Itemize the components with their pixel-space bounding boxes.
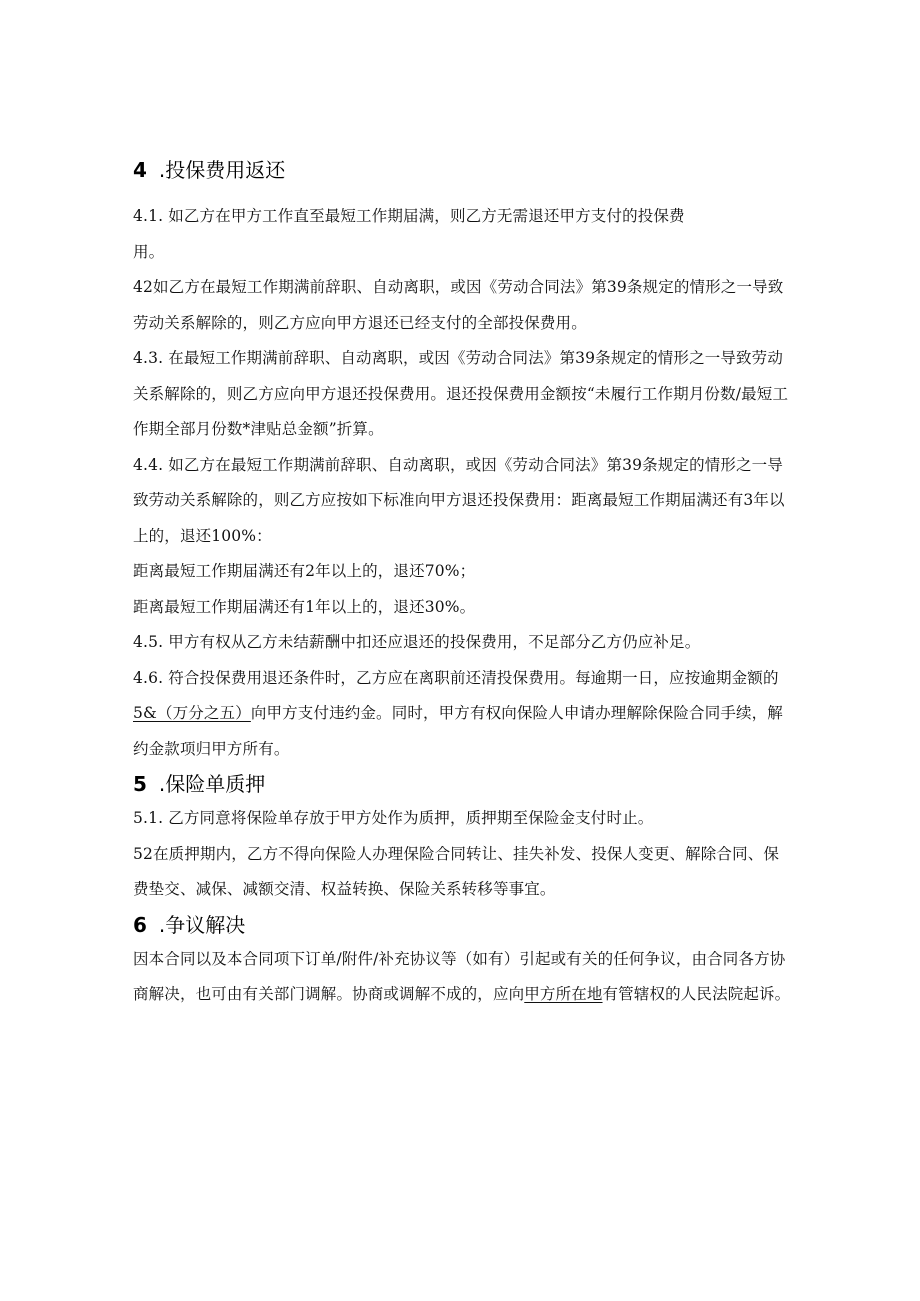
section-6-heading xyxy=(133,910,793,940)
document-page xyxy=(133,150,793,1013)
clause-5-1: 5.1. 乙方同意将保险单存放于甲方处作为质押，质押期至保险金支付时止。 xyxy=(133,809,654,827)
clause-4-4-tier-1y: 距离最短工作期届满还有1年以上的，退还30%。 xyxy=(133,597,476,616)
jurisdiction-underlined: 甲方所在地 xyxy=(524,985,603,1003)
clause-4-1-line1: 4.1. 如乙方在甲方工作直至最短工作期届满，则乙方无需退还甲方支付的投保费 xyxy=(133,207,685,225)
clause-5-2: 52在质押期内，乙方不得向保险人办理保险合同转让、挂失补发、投保人变更、解除合同、保费垫交、减保、减额交清、权益转换、保险关系转移等事宜。 xyxy=(133,844,780,898)
section-4-heading xyxy=(133,155,793,185)
clause-4-3: 4.3. 在最短工作期满前辞职、自动离职，或因《劳动合同法》第39条规定的情形之一导致劳动关系解除的，则乙方应向甲方退还投保费用。退还投保费用金额按“未履行工作期月份数/最短工作期全部月份数*津贴总金额”折算。 xyxy=(133,349,789,438)
section-5-number: 5 xyxy=(133,772,147,796)
clause-4-5: 4.5. 甲方有权从乙方未结薪酬中扣还应退还的投保费用，不足部分乙方仍应补足。 xyxy=(133,633,701,651)
section-5-heading xyxy=(133,769,793,799)
clause-4-2: 42如乙方在最短工作期满前辞职、自动离职，或因《劳动合同法》第39条规定的情形之一导致劳动关系解除的，则乙方应向甲方退还已经支付的全部投保费用。 xyxy=(133,278,784,332)
clause-6-1-text-a: 因本合同以及本合同项下订单/附件/补充协议等（如有）引起或有关的任何争议，由合同各方协商解决，也可由有关部门调解。协商或调解不成的，应向 xyxy=(133,949,786,1003)
clause-6-1-text-b: 有管辖权的人民法院起诉。 xyxy=(602,985,791,1003)
clause-4-1-line2: 用。 xyxy=(133,242,165,261)
penalty-rate-underlined: 5&（万分之五） xyxy=(133,704,251,722)
clause-4-4: 4.4. 如乙方在最短工作期满前辞职、自动离职，或因《劳动合同法》第39条规定的情形之一导致劳动关系解除的，则乙方应按如下标准向甲方退还投保费用：距离最短工作期届满还有3年以上的，退还100%： xyxy=(133,455,785,545)
section-5-title: .保险单质押 xyxy=(158,772,266,796)
clause-4-6-text-b: 向甲方支付违约金。同时，甲方有权向保险人申请办理解除保险合同手续，解约金款项归甲方所有。 xyxy=(133,704,783,758)
clause-4-6-text-a: 4.6. 符合投保费用退还条件时，乙方应在离职前还清投保费用。每逾期一日，应按逾期金额的 xyxy=(133,668,779,687)
clause-4-4-tier-2y: 距离最短工作期届满还有2年以上的，退还70%； xyxy=(133,562,476,580)
section-6-title: .争议解决 xyxy=(158,912,246,937)
section-4-title: .投保费用返还 xyxy=(158,158,286,182)
section-4-number: 4 xyxy=(133,158,147,182)
clause-6-1 xyxy=(133,942,793,1013)
clause-4-6 xyxy=(133,661,793,768)
clause-4-1 xyxy=(133,199,793,270)
section-6-number: 6 xyxy=(133,912,147,937)
